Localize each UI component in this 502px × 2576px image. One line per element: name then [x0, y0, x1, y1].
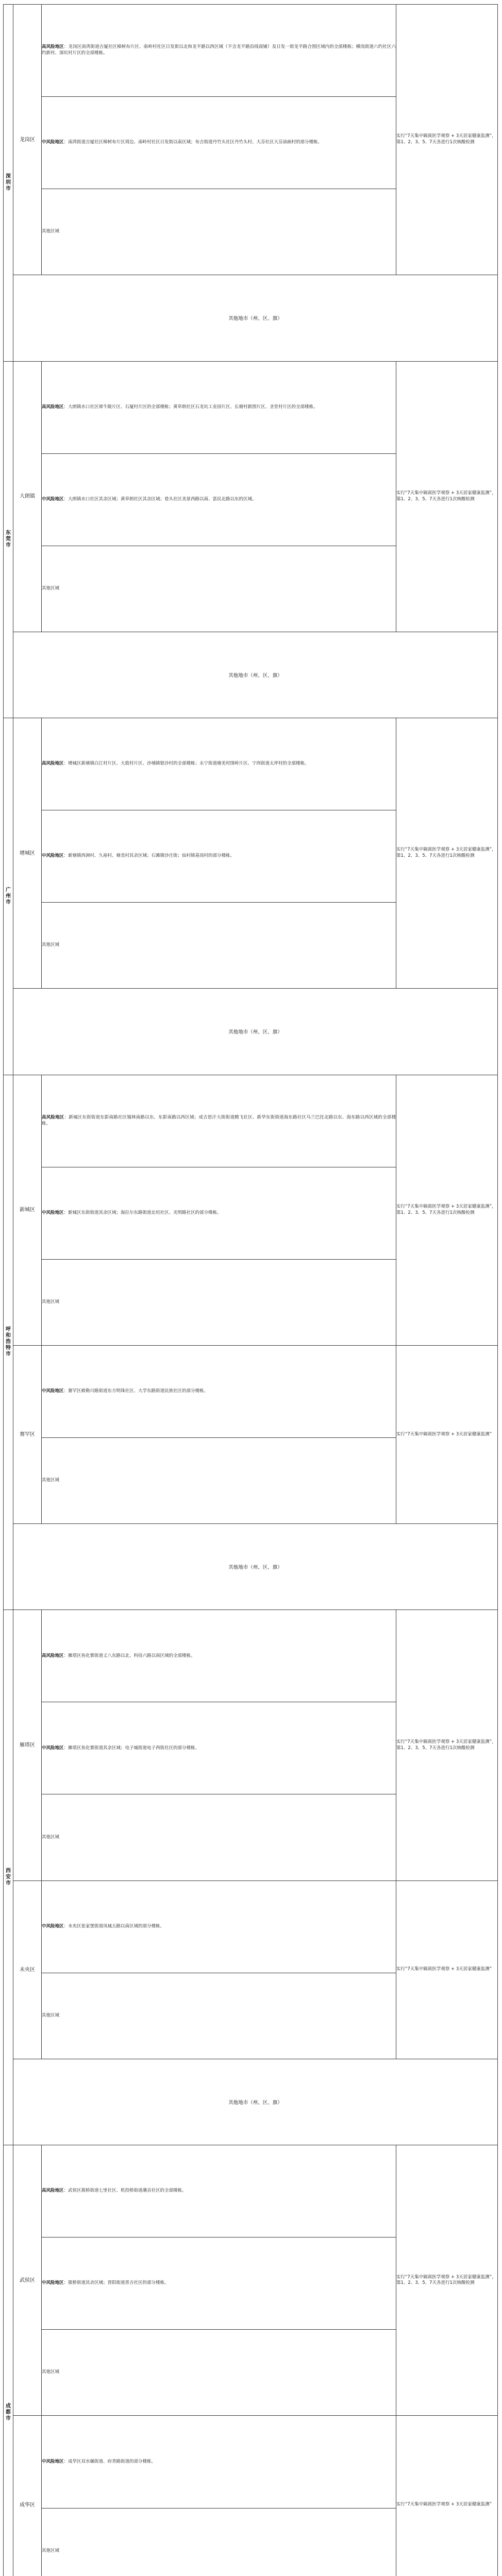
- risk-area-cell: [42, 1259, 396, 1345]
- risk-level-label: 中风险地区: [42, 2459, 64, 2464]
- risk-level-label: 中风险地区: [42, 1388, 64, 1394]
- risk-area-cell: 中风险地区：新塘镇西洲村、久裕村、塘美村其余区域；石滩镇沙庄街；仙村镇基岗村的部分楼栋。: [42, 810, 396, 903]
- table-row: [4, 718, 498, 810]
- risk-area-cell: 中风险地区：赛罕区敕勒川路街道东方明珠社区、大学东路街道民族社区的部分楼栋。: [42, 1345, 396, 1437]
- area-name: 未央区: [13, 1880, 42, 2059]
- risk-area-cell: 高风险地区：龙岗区南湾街道吉厦社区樟树布片区、南岭村社区日发街以北和龙平路以西区域（不含龙平路沿线商铺）及日发一街龙平路合围区域内的全部楼栋；横岗街道六约社区六约新村、深坑村片区的全部楼栋。: [42, 5, 396, 97]
- quarantine-requirement: 实行“7天集中隔离医学观察 + 3天居家健康监测”，第1、2、3、5、7天各进行1次核酸检测: [396, 718, 498, 989]
- risk-table-body: [4, 5, 498, 2576]
- city-name: 呼和浩特市: [4, 1075, 13, 1610]
- risk-level-label: 中风险地区: [42, 853, 64, 859]
- quarantine-requirement: 实行“7天集中隔离医学观察 + 3天居家健康监测”，第1、2、3、5、7天各进行1次核酸检测: [396, 2145, 498, 2416]
- quarantine-requirement: 实行“7天集中隔离医学观察 + 3天居家健康监测”，第1、2、3、5、7天各进行1次核酸检测: [396, 1075, 498, 1345]
- risk-level-label: 中风险地区: [42, 2280, 64, 2286]
- risk-level-label: 高风险地区: [42, 1114, 64, 1120]
- risk-area-cell: 高风险地区：武侯区簇桥街道七里社区、机投桥街道潮音社区的全部楼栋。: [42, 2145, 396, 2238]
- risk-level-label: 高风险地区: [42, 404, 64, 410]
- risk-area-text: 其他区域: [42, 1834, 60, 1840]
- area-name: 雁塔区: [13, 1610, 42, 1880]
- risk-area-cell: 中风险地区：大朗镇水口社区其余区域；黄草朗社区其余区域；巷头社区美景西路以南、富民北路以东的区域。: [42, 453, 396, 546]
- risk-area-cell: 高风险地区：雁塔区鱼化寨街道丈八东路以北、科技六路以南区域的全部楼栋。: [42, 1610, 396, 1702]
- risk-area-text: 其他区域: [42, 229, 60, 234]
- risk-area-cell: 高风险地区：新城区东街街道东影南路社区锡林南路以东、东影南路以西区域；成吉思汗大街街道腾飞社区、新华东街街道海东路社区乌兰巴托北路以东、海东路以西区域的全部楼栋。: [42, 1075, 396, 1167]
- other-regions: 其他地市（州、区、旗）: [13, 1524, 498, 1610]
- quarantine-requirement: 实行“7天集中隔离医学观察 + 3天居家健康监测”，第1、2、3、5、7天各进行1次核酸检测: [396, 361, 498, 632]
- risk-area-text: 雁塔区鱼化寨街道丈八东路以北、科技六路以南区域的全部楼栋。: [68, 1653, 195, 1658]
- risk-area-text: 雁塔区鱼化寨街道其余区域；电子城街道电子西街社区的部分楼栋。: [68, 1745, 200, 1751]
- table-row: [4, 2416, 498, 2508]
- risk-area-cell: [42, 903, 396, 989]
- quarantine-requirement: 实行“7天集中隔离医学观察 + 3天居家健康监测”，第1、2、3、5、7天各进行1次核酸检测: [396, 5, 498, 275]
- other-regions: 其他地市（州、区、旗）: [13, 275, 498, 361]
- risk-area-cell: 中风险地区：未央区张家堡街道凤城五路以南区域的部分楼栋。: [42, 1880, 396, 1973]
- risk-area-cell: 中风险地区：簇桥街道其余区域；晋阳街道晋吉社区的部分楼栋。: [42, 2238, 396, 2330]
- quarantine-requirement: 实行“7天集中隔离医学观察 + 3天居家健康监测”: [396, 2416, 498, 2576]
- risk-area-text: 未央区张家堡街道凤城五路以南区域的部分楼栋。: [68, 1923, 165, 1929]
- area-name: 赛罕区: [13, 1345, 42, 1523]
- area-name: 新城区: [13, 1075, 42, 1345]
- table-row: [4, 1345, 498, 1437]
- risk-area-text: 龙岗区南湾街道吉厦社区樟树布片区、南岭村社区日发街以北和龙平路以西区域（不含龙平路沿线商铺）及日发一街龙平路合围区域内的全部楼栋；横岗街道六约社区六约新村、深坑村片区的全部楼栋。: [42, 44, 396, 56]
- risk-area-text: 赛罕区敕勒川路街道东方明珠社区、大学东路街道民族社区的部分楼栋。: [68, 1388, 209, 1394]
- risk-area-cell: 中风险地区：新城区东街街道其余区域；海拉尔东路街道北垣社区、光明路社区的部分楼栋。: [42, 1167, 396, 1259]
- risk-level-label: 高风险地区: [42, 44, 64, 50]
- area-name: 武侯区: [13, 2145, 42, 2416]
- risk-area-text: 成华区双水碾街道、府青路街道的部分楼栋。: [68, 2459, 156, 2464]
- risk-area-text: 其他区域: [42, 2369, 60, 2375]
- city-name: 西安市: [4, 1610, 13, 2145]
- risk-area-cell: 中风险地区：成华区双水碾街道、府青路街道的部分楼栋。: [42, 2416, 396, 2508]
- risk-area-cell: [42, 189, 396, 275]
- risk-area-text: 其他区域: [42, 942, 60, 948]
- risk-area-text: 其他区域: [42, 1299, 60, 1304]
- risk-area-cell: [42, 2330, 396, 2416]
- table-row: [4, 275, 498, 361]
- risk-area-cell: [42, 1794, 396, 1880]
- table-row: [4, 632, 498, 718]
- risk-area-text: 南湾街道吉厦社区樟树布片区周边、南岭村社区日发街以南区域；布吉街道丹竹头社区丹竹头村、大芬社区大芬油画村的部分楼栋。: [68, 140, 323, 145]
- risk-area-text: 簇桥街道其余区域；晋阳街道晋吉社区的部分楼栋。: [68, 2280, 169, 2286]
- table-row: [4, 1075, 498, 1167]
- table-row: [4, 1524, 498, 1610]
- other-regions: 其他地市（州、区、旗）: [13, 2059, 498, 2145]
- risk-area-cell: [42, 1437, 396, 1523]
- quarantine-requirement: 实行“7天集中隔离医学观察 + 3天居家健康监测”: [396, 1880, 498, 2059]
- city-name: 成都市: [4, 2145, 13, 2576]
- risk-area-text: 其他区域: [42, 1478, 60, 1483]
- table-row: [4, 5, 498, 97]
- table-row: [4, 2145, 498, 2238]
- table-row: [4, 361, 498, 453]
- risk-level-label: 高风险地区: [42, 761, 64, 767]
- area-name: 增城区: [13, 718, 42, 989]
- other-regions: 其他地市（州、区、旗）: [13, 632, 498, 718]
- risk-area-text: 新塘镇西洲村、久裕村、塘美村其余区域；石滩镇沙庄街；仙村镇基岗村的部分楼栋。: [68, 853, 235, 859]
- risk-area-cell: 中风险地区：雁塔区鱼化寨街道其余区域；电子城街道电子西街社区的部分楼栋。: [42, 1702, 396, 1794]
- table-row: [4, 1880, 498, 1973]
- table-row: [4, 2059, 498, 2145]
- risk-table: [3, 4, 498, 2576]
- risk-area-text: 新城区东街街道东影南路社区锡林南路以东、东影南路以西区域；成吉思汗大街街道腾飞社区、新华东街街道海东路社区乌兰巴托北路以东、海东路以西区域的全部楼栋。: [42, 1114, 396, 1126]
- risk-area-text: 武侯区簇桥街道七里社区、机投桥街道潮音社区的全部楼栋。: [68, 2188, 187, 2194]
- city-name: 广州市: [4, 718, 13, 1075]
- risk-area-text: 其他区域: [42, 2012, 60, 2018]
- risk-level-label: 高风险地区: [42, 1653, 64, 1658]
- risk-area-text: 新城区东街街道其余区域；海拉尔东路街道北垣社区、光明路社区的部分楼栋。: [68, 1210, 222, 1215]
- city-name: 深圳市: [4, 5, 13, 362]
- risk-level-label: 中风险地区: [42, 496, 64, 502]
- risk-area-text: 大朗镇水口社区犀牛陂片区、石厦村片区的全部楼栋；黄草朗社区石龙坑工业园片区、长塘村新围片区、圣堂村片区的全部楼栋。: [68, 404, 318, 410]
- risk-area-text: 增城区新塘镇白江村片区、大敦村片区、沙埔镇银沙村的全部楼栋；永宁街道塘美村围岭片区、宁西街道太坪村的全部楼栋。: [68, 761, 309, 767]
- risk-level-label: 中风险地区: [42, 140, 64, 145]
- risk-area-text: 其他区域: [42, 585, 60, 591]
- area-name: 大朗镇: [13, 361, 42, 632]
- risk-area-cell: [42, 546, 396, 632]
- quarantine-requirement: 实行“7天集中隔离医学观察 + 3天居家健康监测”，第1、2、3、5、7天各进行1次核酸检测: [396, 1610, 498, 1880]
- risk-area-cell: [42, 2508, 396, 2576]
- risk-level-label: 中风险地区: [42, 1210, 64, 1215]
- city-name: 东莞市: [4, 361, 13, 718]
- area-name: 成华区: [13, 2416, 42, 2576]
- risk-area-cell: [42, 1973, 396, 2059]
- table-row: [4, 989, 498, 1075]
- risk-area-cell: 高风险地区：大朗镇水口社区犀牛陂片区、石厦村片区的全部楼栋；黄草朗社区石龙坑工业园片区、长塘村新围片区、圣堂村片区的全部楼栋。: [42, 361, 396, 453]
- quarantine-requirement: 实行“7天集中隔离医学观察 + 3天居家健康监测”: [396, 1345, 498, 1523]
- risk-area-cell: 高风险地区：增城区新塘镇白江村片区、大敦村片区、沙埔镇银沙村的全部楼栋；永宁街道塘美村围岭片区、宁西街道太坪村的全部楼栋。: [42, 718, 396, 810]
- risk-area-text: 大朗镇水口社区其余区域；黄草朗社区其余区域；巷头社区美景西路以南、富民北路以东的区域。: [68, 496, 257, 502]
- table-row: [4, 1610, 498, 1702]
- risk-area-text: 其他区域: [42, 2548, 60, 2553]
- risk-level-label: 中风险地区: [42, 1923, 64, 1929]
- area-name: 龙岗区: [13, 5, 42, 275]
- other-regions: 其他地市（州、区、旗）: [13, 989, 498, 1075]
- risk-area-cell: 中风险地区：南湾街道吉厦社区樟树布片区周边、南岭村社区日发街以南区域；布吉街道丹竹头社区丹竹头村、大芬社区大芬油画村的部分楼栋。: [42, 97, 396, 189]
- risk-level-label: 中风险地区: [42, 1745, 64, 1751]
- risk-level-label: 高风险地区: [42, 2188, 64, 2194]
